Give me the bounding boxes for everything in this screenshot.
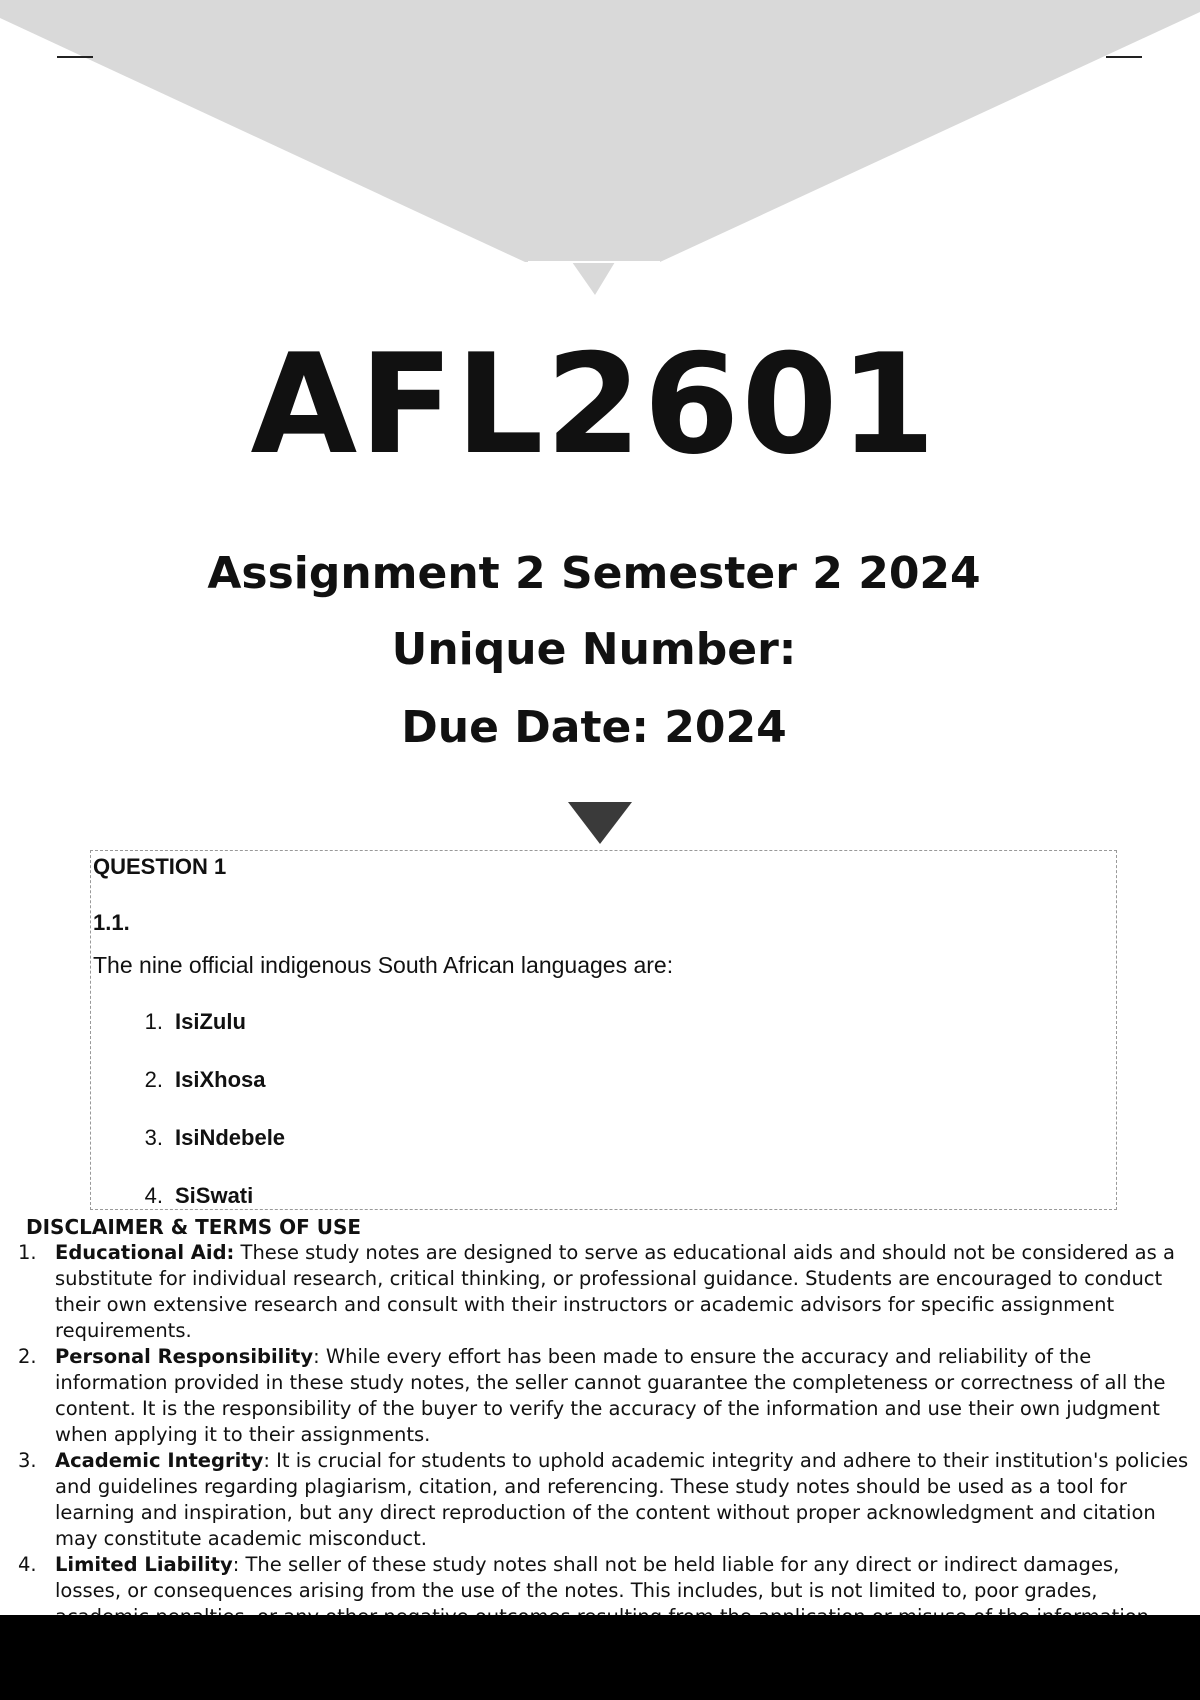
corner-line-left <box>57 56 93 58</box>
list-item: 1. IsiZulu <box>144 1009 246 1034</box>
list-item: 4. SiSwati <box>144 1183 254 1208</box>
question-title: QUESTION 1 <box>93 854 227 879</box>
disclaimer-item-text: : The seller of these study notes shall not be held liable for any direct or indirect damages, losses, or consequences arising from the use of the notes. This includes, but is not limited to, poor grades, <box>55 1553 1120 1602</box>
course-code-title: AFL2601 <box>250 324 938 485</box>
unique-number-label: Unique Number: <box>391 624 797 675</box>
disclaimer-item: 4. Limited Liability: The seller of these study notes shall not be held liable for any direct or indirect damages, losses, or consequences arising from the use of the notes. This includes, but is not limited to, poor grades, <box>0 1552 1190 1630</box>
disclaimer-item: 1. Educational Aid: These study notes are designed to serve as educational aids and should not be considered as a substitute for individual research, critical thinking, or professional guidance. Students are encouraged to conduct their own extensive research and consult with their instructors or academic advisors for specific assignment requirements. <box>18 1241 1175 1342</box>
corner-line-right <box>1106 56 1142 58</box>
disclaimer-item-heading: Academic Integrity <box>55 1449 264 1472</box>
disclaimer-item-text: : While every effort has been made to ensure the accuracy and reliability of the information provided in these study notes, the seller cannot guarantee the completeness or correctness of all the content. It is the responsibility of the buyer to verify the accuracy of the information and use their own judgment when applying it to their assignments. <box>55 1345 1166 1446</box>
question-intro: The nine official indigenous South African languages are: <box>93 952 674 978</box>
question-preview-box <box>90 850 1117 1210</box>
question-number: 1.1. <box>93 910 130 935</box>
assignment-title: Assignment 2 Semester 2 2024 <box>207 548 981 599</box>
list-item: 2. IsiXhosa <box>144 1067 266 1092</box>
disclaimer-item-text: These study notes are designed to serve as educational aids and should not be considered as a substitute for individual research, critical thinking, or professional guidance. Students are encouraged to conduct their own extensive research and consult with their instructors or academic advisors for specific assignment requirements. <box>55 1241 1175 1342</box>
language-name: SiSwati <box>175 1183 254 1208</box>
language-list <box>125 1007 285 1239</box>
language-name: IsiXhosa <box>175 1067 266 1092</box>
language-name: IsiNdebele <box>175 1125 286 1150</box>
disclaimer-list <box>0 1240 1190 1630</box>
header-chevron-graphic <box>0 0 1200 300</box>
bottom-black-bar <box>0 1615 1200 1700</box>
down-arrow-icon <box>568 802 632 844</box>
disclaimer-item-heading: Personal Responsibility <box>55 1345 314 1368</box>
list-item: 3. IsiNdebele <box>144 1125 286 1150</box>
disclaimer-title: DISCLAIMER & TERMS OF USE <box>26 1215 362 1239</box>
due-date-label: Due Date: 2024 <box>401 702 787 753</box>
disclaimer-item-text: : It is crucial for students to uphold academic integrity and adhere to their institution's policies and guidelines regarding plagiarism, citation, and referencing. These study notes should be used as a tool for learning and inspiration, but any direct reproduction of the content without proper acknowledgment and citation may constitute academic misconduct. <box>55 1449 1189 1550</box>
disclaimer-item-heading: Educational Aid: <box>55 1241 235 1264</box>
disclaimer-item-heading: Limited Liability <box>55 1553 233 1576</box>
language-name: IsiZulu <box>175 1009 246 1034</box>
disclaimer-item: 3. Academic Integrity: It is crucial for students to uphold academic integrity and adhere to their institution's policies and guidelines regarding plagiarism, citation, and referencing. These study notes should be used as a tool for learning and inspiration, but any direct reproduction of the content without proper acknowledgment and citation may constitute academic misconduct. <box>18 1449 1189 1550</box>
disclaimer-item: 2. Personal Responsibility: While every effort has been made to ensure the accuracy and reliability of the information provided in these study notes, the seller cannot guarantee the completeness or correctness of all the content. It is the responsibility of the buyer to verify the accuracy of the information and use their own judgment when applying it to their assignments. <box>18 1345 1166 1446</box>
